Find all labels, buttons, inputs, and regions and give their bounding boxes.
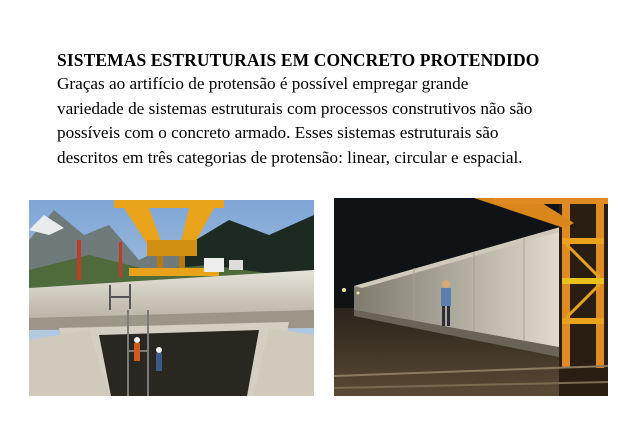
slide-title: SISTEMAS ESTRUTURAIS EM CONCRETO PROTENDIDO	[57, 50, 540, 70]
paragraph-line: descritos em três categorias de protensão: linear, circular e espacial.	[57, 147, 523, 167]
slide-paragraph	[57, 72, 627, 170]
precast-beam-photo	[334, 198, 608, 396]
paragraph-line: possíveis com o concreto armado. Esses sistemas estruturais são	[57, 123, 499, 142]
paragraph-line: Graças ao artifício de protensão é possível empregar grande	[57, 74, 469, 93]
bridge-construction-photo	[29, 200, 314, 396]
paragraph-line: variedade de sistemas estruturais com processos construtivos não são	[57, 98, 533, 118]
